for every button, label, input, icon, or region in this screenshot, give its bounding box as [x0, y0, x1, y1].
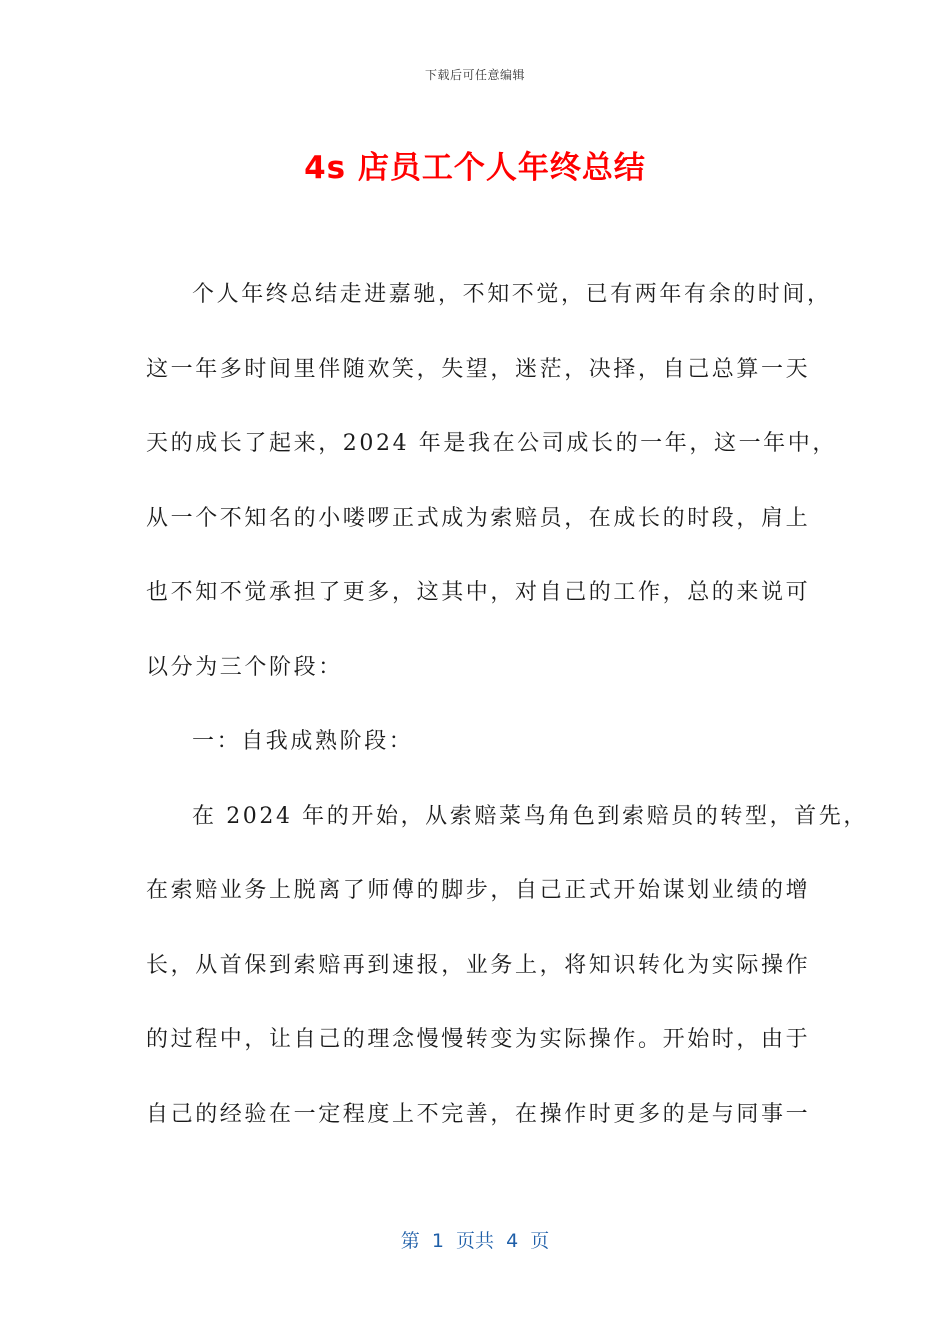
paragraph-line: 这一年多时间里伴随欢笑，失望，迷茫，决择，自己总算一天: [146, 356, 811, 382]
paragraph-line: 天的成长了起来，2024 年是我在公司成长的一年，这一年中，: [146, 431, 837, 456]
paragraph-line: 从一个不知名的小喽啰正式成为索赔员，在成长的时段，肩上: [146, 505, 811, 531]
paragraph-line: 个人年终总结走进嘉驰，不知不觉，已有两年有余的时间，: [192, 282, 832, 307]
section-heading: 一：自我成熟阶段：: [192, 729, 414, 754]
paragraph-line: 自己的经验在一定程度上不完善，在操作时更多的是与同事一: [146, 1101, 811, 1127]
header-note: 下载后可任意编辑: [424, 68, 525, 82]
paragraph-line: 长，从首保到索赔再到速报，业务上，将知识转化为实际操作: [146, 952, 811, 978]
paragraph-line: 在索赔业务上脱离了师傅的脚步，自己正式开始谋划业绩的增: [146, 878, 811, 903]
paragraph-line: 在 2024 年的开始，从索赔菜鸟角色到索赔员的转型，首先，: [192, 803, 868, 829]
paragraph-line: 的过程中，让自己的理念慢慢转变为实际操作。开始时，由于: [146, 1027, 811, 1052]
page-number: 第 1 页共 4 页: [400, 1230, 550, 1252]
paragraph-line: 也不知不觉承担了更多，这其中，对自己的工作，总的来说可: [146, 580, 811, 605]
document-body: [146, 277, 868, 1171]
paragraph-line: 以分为三个阶段：: [146, 654, 343, 680]
document-title: 4s 店员工个人年终总结: [304, 150, 646, 186]
